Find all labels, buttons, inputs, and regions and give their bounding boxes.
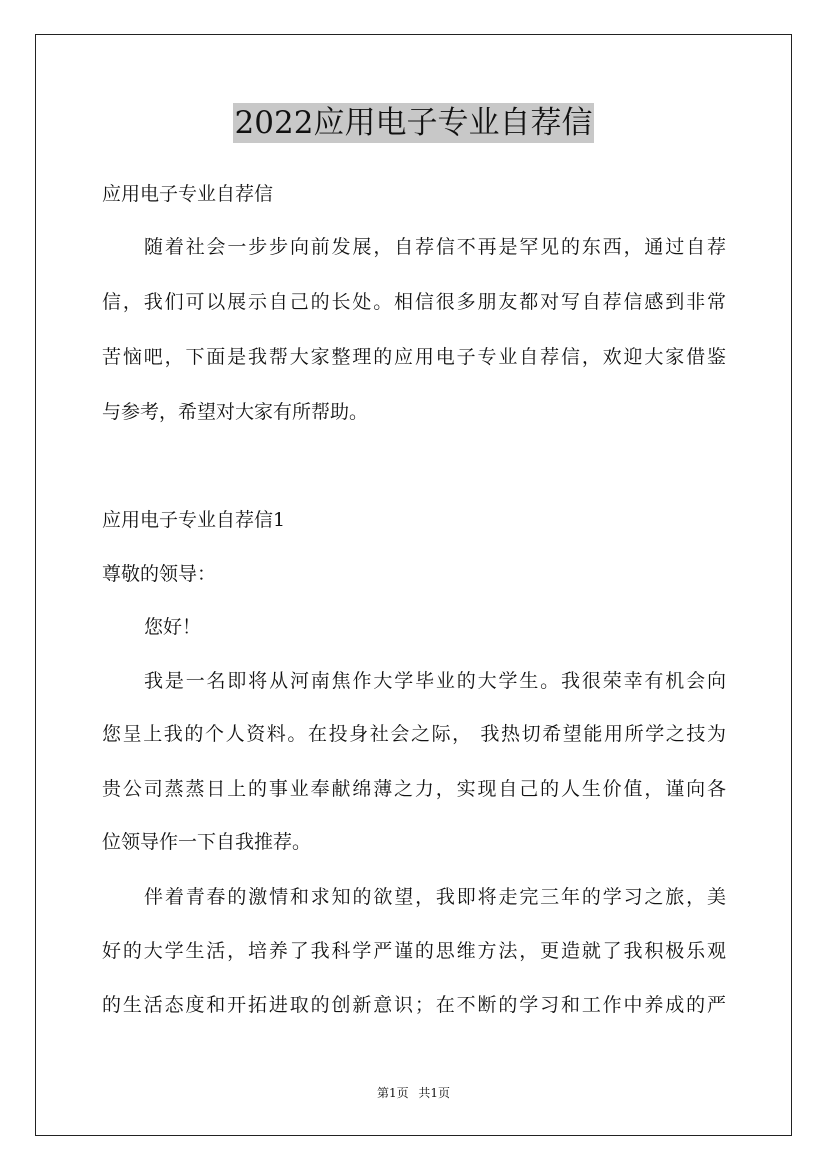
intro-line-1: 随着社会一步步向前发展，自荐信不再是罕见的东西，通过自荐 [144,236,726,258]
greeting: 您好！ [144,616,202,638]
para1-line-1: 我是一名即将从河南焦作大学毕业的大学生。我很荣幸有机会向 [144,670,726,692]
page-footer [0,1085,827,1101]
para2-line-3: 的生活态度和开拓进取的创新意识；在不断的学习和工作中养成的严 [102,994,726,1016]
document-title: 2022应用电子专业自荐信 [234,105,593,141]
section-heading: 应用电子专业自荐信1 [102,509,286,531]
para1-line-3: 贵公司蒸蒸日上的事业奉献绵薄之力，实现自己的人生价值，谨向各 [102,778,726,800]
page-total: 共1页 [418,1086,451,1100]
para1-line-4: 位领导作一下自我推荐。 [102,831,312,853]
subtitle: 应用电子专业自荐信 [102,183,274,205]
intro-line-2: 信，我们可以展示自己的长处。相信很多朋友都对写自荐信感到非常 [102,291,726,313]
intro-line-4: 与参考，希望对大家有所帮助。 [102,401,369,423]
salutation: 尊敬的领导： [102,563,217,585]
para2-line-2: 好的大学生活，培养了我科学严谨的思维方法，更造就了我积极乐观 [102,940,726,962]
page-number: 第1页 [376,1086,409,1100]
para1-line-2: 您呈上我的个人资料。在投身社会之际， 我热切希望能用所学之技为 [102,723,726,745]
title-wrapper [0,103,827,143]
para2-line-1: 伴着青春的激情和求知的欲望，我即将走完三年的学习之旅，美 [144,886,726,908]
intro-line-3: 苦恼吧，下面是我帮大家整理的应用电子专业自荐信，欢迎大家借鉴 [102,346,726,368]
